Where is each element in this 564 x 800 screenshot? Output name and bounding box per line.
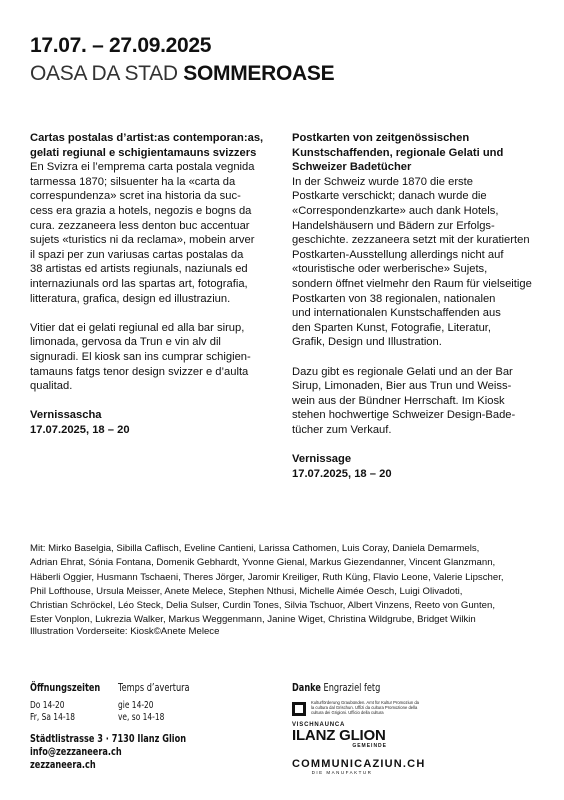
text-line: qualitad. — [30, 380, 73, 393]
text-line: In der Schweiz wurde 1870 die erste — [292, 175, 473, 188]
hours-line: Fr, Sa 14-18 — [30, 711, 76, 723]
event-title — [30, 62, 334, 86]
text-line: Sirup, Limonaden, Bier aus Trun und Weiss- — [292, 380, 512, 393]
text-line: En Svizra ei l’emprema carta postala vegnida — [30, 161, 255, 174]
romansh-column — [30, 131, 278, 437]
illustration-credit: Illustration Vorderseite: Kiosk©Anete Melece — [30, 626, 220, 637]
german-paragraph-2 — [292, 365, 542, 438]
thanks-romansh: Engraziel fetg — [323, 682, 381, 694]
title-romansh: OASA DA STAD — [30, 62, 178, 85]
text-line: tarmessa 1870; silsuenter ha la «carta da — [30, 175, 236, 188]
text-line: sondern öffnet vielmehr den Raum für vielseitige — [292, 277, 532, 290]
german-heading: Postkarten von zeitgenössischen Kunstschaffenden, regionale Gelati und Schweizer Badetücher — [292, 132, 504, 174]
text-line: Postkarte verschickt; danach wurde die — [292, 190, 487, 203]
ilanz-main: ILANZ GLION — [292, 727, 386, 744]
ilanz-sub: GEMEINDE — [352, 743, 387, 749]
german-paragraph-1 — [292, 175, 542, 350]
participants-line: Ester Vonplon, Lukrezia Walker, Markus Weggenmann, Janine Wiget, Christina Wildgrube, Bridget Wilkin — [30, 614, 476, 626]
kulturfoerderung-text: Kulturförderung Graubünden. Amt für Kultur Promoziun da la cultura dal Grischun. Uffizi da cultura Promozione della cultura dei Grigioni. Ufficio della cultura — [311, 700, 420, 715]
contact-block — [30, 733, 186, 772]
ilanz-top: VISCHNAUNCA — [292, 722, 346, 728]
vernissage-label: Vernissage — [292, 453, 352, 466]
event-dates: 17.07. – 27.09.2025 — [30, 34, 212, 57]
comm-main: COMMUNICAZIUN.CH — [292, 758, 426, 770]
text-line: tücher zum Verkauf. — [292, 423, 392, 436]
romansh-heading: Cartas postalas d’artist:as contemporan:as, gelati regiunal e schigientamauns svizzers — [30, 132, 264, 159]
vernissage-label: Vernissascha — [30, 409, 102, 422]
text-line: den Sparten Kunst, Fotografie, Literatur, — [292, 321, 492, 334]
text-line: cura. zezzaneera less denton buc accentuar — [30, 219, 250, 232]
opening-hours-heading: Öffnungszeiten — [30, 682, 101, 694]
text-line: 38 artistas ed artists regiunals, naziunals ed — [30, 263, 248, 276]
vernissage-date: 17.07.2025, 18 – 20 — [292, 467, 392, 480]
text-line: und internationalen Kunstschaffenden aus — [292, 307, 501, 320]
address: Städtlistrasse 3 · 7130 Ilanz Glion — [30, 733, 187, 745]
text-line: wein aus der Bündner Herrschaft. Im Kiosk — [292, 394, 505, 407]
text-line: Postkarten von 38 regionalen, nationalen — [292, 292, 496, 305]
romansh-vernissage — [30, 408, 278, 437]
text-line: stehen hochwertige Schweizer Design-Bade- — [292, 409, 516, 422]
text-line: internaziunals ord las spartas art, fotografia, — [30, 277, 248, 290]
romansh-paragraph-2 — [30, 321, 278, 394]
comm-sub: DIE MANUFAKTUR — [311, 770, 373, 775]
ilanz-glion-logo — [292, 722, 387, 749]
german-vernissage — [292, 452, 542, 481]
participants-line: Häberli Oggier, Husmann Tschaeni, Theres Jörger, Jaromir Kreiliger, Ruth Küng, Flavio Leone, Valerie Lipscher, — [30, 571, 504, 583]
website-link[interactable]: zezzaneera.ch — [30, 759, 96, 771]
opening-hours — [30, 700, 75, 723]
text-line: Vitier dat ei gelati regiunal ed alla bar sirup, — [30, 321, 245, 334]
participants-list — [30, 542, 540, 628]
german-column — [292, 131, 542, 481]
vernissage-date: 17.07.2025, 18 – 20 — [30, 423, 130, 436]
participants-line: Christian Schröckel, Léo Steck, Delia Sulser, Curdin Tones, Silvia Tschuor, Albert Vinzens, Reeto von Gunten, — [30, 600, 496, 612]
text-line: tamauns fatgs tenor design svizzer e d’aulta — [30, 365, 249, 378]
text-line: litteratura, grafica, design ed illustraziun. — [30, 292, 231, 305]
text-line: limonada, gervosa da Trun e vin alv dil — [30, 336, 221, 349]
text-line: sujets «turistics ni da reclama», mobein arver — [30, 234, 255, 247]
text-line: signuradi. El kiosk san ins cumprar schigien- — [30, 350, 251, 363]
kulturfoerderung-logo — [292, 700, 420, 720]
thanks-heading — [292, 683, 380, 695]
participants-line: Phil Lofthouse, Ursula Meisser, Anete Melece, Stephen Nthusi, Michelle Aimée Oesch, Luigi Olivadoti, — [30, 585, 463, 597]
participants-line: Mit: Mirko Baselgia, Sibilla Caflisch, Eveline Cantieni, Larissa Cathomen, Luis Coray, Daniela Demarmels, — [30, 543, 480, 554]
tempo-hours — [118, 700, 164, 723]
participants-line: Adrian Ehrat, Sónia Fontana, Domenik Gebhardt, Yvonne Gienal, Markus Giezendanner, Vincent Glanzmann, — [30, 557, 496, 569]
hours-line: Do 14-20 — [30, 700, 65, 711]
text-line: correspundenza» scret ina historia da suc- — [30, 190, 241, 203]
romansh-paragraph-1 — [30, 160, 278, 306]
hours-line: gie 14-20 — [118, 700, 154, 711]
email-link[interactable]: info@zezzaneera.ch — [30, 746, 122, 758]
thanks-german: Danke — [292, 682, 321, 694]
text-line: Grafik, Design und Illustration. — [292, 336, 442, 349]
text-line: Dazu gibt es regionale Gelati und an der Bar — [292, 365, 513, 378]
text-line: il spazi per zun variusas cartas postalas da — [30, 248, 244, 261]
text-line: «Correspondenzkarte» auch dank Hotels, — [292, 204, 499, 217]
tempo-heading: Temps d’avertura — [118, 682, 190, 694]
text-line: «touristische oder werberische» Sujets, — [292, 263, 488, 276]
text-line: Postkarten-Ausstellung allerdings nicht auf — [292, 248, 504, 261]
text-line: geschichte. zezzaneera setzt mit der kuratierten — [292, 234, 530, 247]
text-line: cess era grazia a hotels, negozis e bogns da — [30, 204, 252, 217]
hours-line: ve, so 14-18 — [118, 711, 165, 723]
communicaziun-logo — [292, 758, 425, 775]
title-german: SOMMEROASE — [183, 62, 335, 85]
canton-flag-icon — [292, 702, 306, 716]
text-line: Handelshäusern und Bädern zur Erfolgs- — [292, 219, 495, 232]
